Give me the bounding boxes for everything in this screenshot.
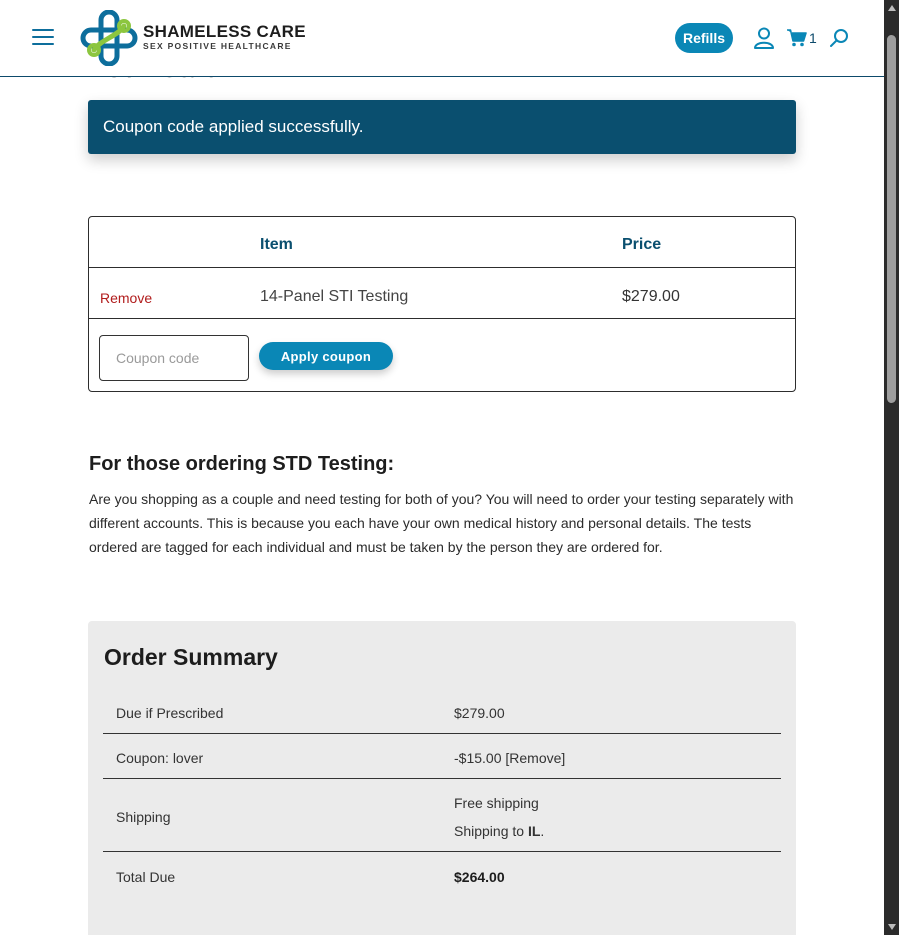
logo-title: SHAMELESS CARE — [143, 22, 306, 41]
coupon-code-input[interactable] — [99, 335, 249, 381]
item-name[interactable]: 14-Panel STI Testing — [260, 288, 409, 305]
summary-row-due — [103, 688, 781, 734]
std-info-text: Are you shopping as a couple and need testing for both of you? You will need to order your testing separately with different accounts. This is because you each have your own medical history and personal details. The tests ordered are tagged for each individual and must be taken by the person they are ordered for. — [89, 491, 794, 555]
std-info-heading: For those ordering STD Testing: — [89, 453, 395, 475]
cart-icon[interactable] — [787, 29, 807, 47]
shipping-label: Shipping — [116, 809, 171, 825]
remove-item-link[interactable]: Remove — [100, 290, 153, 306]
shipping-to-prefix: Shipping to — [454, 823, 528, 839]
shipping-destination: Shipping to IL. — [454, 823, 545, 839]
summary-row-coupon — [103, 734, 781, 779]
cart-table — [88, 216, 796, 392]
scroll-down-arrow-icon[interactable] — [888, 924, 896, 930]
total-label: Total Due — [116, 869, 176, 885]
logo-tagline: SEX POSITIVE HEALTHCARE — [143, 41, 292, 51]
coupon-success-notice: Coupon code applied successfully. — [88, 100, 796, 154]
refills-button[interactable]: Refills — [675, 23, 733, 53]
item-price: $279.00 — [622, 288, 680, 305]
cart-count[interactable]: 1 — [809, 30, 817, 46]
shipping-state: IL — [527, 823, 541, 839]
total-value: $264.00 — [454, 869, 505, 885]
cart-table-header — [89, 217, 795, 268]
apply-coupon-button[interactable]: Apply coupon — [259, 342, 393, 370]
logo-icon[interactable] — [80, 10, 138, 66]
column-header-price: Price — [622, 236, 662, 253]
summary-row-total — [103, 852, 781, 902]
table-row — [89, 268, 795, 319]
order-summary-title: Order Summary — [104, 644, 278, 670]
scrollbar-thumb[interactable] — [887, 35, 896, 403]
coupon-value[interactable]: -$15.00 [Remove] — [454, 750, 566, 766]
summary-row-shipping — [103, 779, 781, 852]
site-header — [0, 0, 884, 77]
shipping-method: Free shipping — [454, 795, 539, 811]
order-summary — [88, 621, 796, 935]
due-label: Due if Prescribed — [116, 705, 224, 721]
due-value: $279.00 — [454, 705, 505, 721]
scroll-up-arrow-icon[interactable] — [888, 5, 896, 11]
search-icon[interactable] — [829, 28, 849, 48]
logo-text[interactable] — [143, 23, 306, 51]
menu-icon[interactable] — [32, 29, 54, 47]
coupon-label: Coupon: lover — [116, 750, 204, 766]
column-header-item: Item — [260, 236, 293, 253]
scrollbar[interactable] — [884, 0, 899, 935]
account-icon[interactable] — [753, 27, 775, 49]
